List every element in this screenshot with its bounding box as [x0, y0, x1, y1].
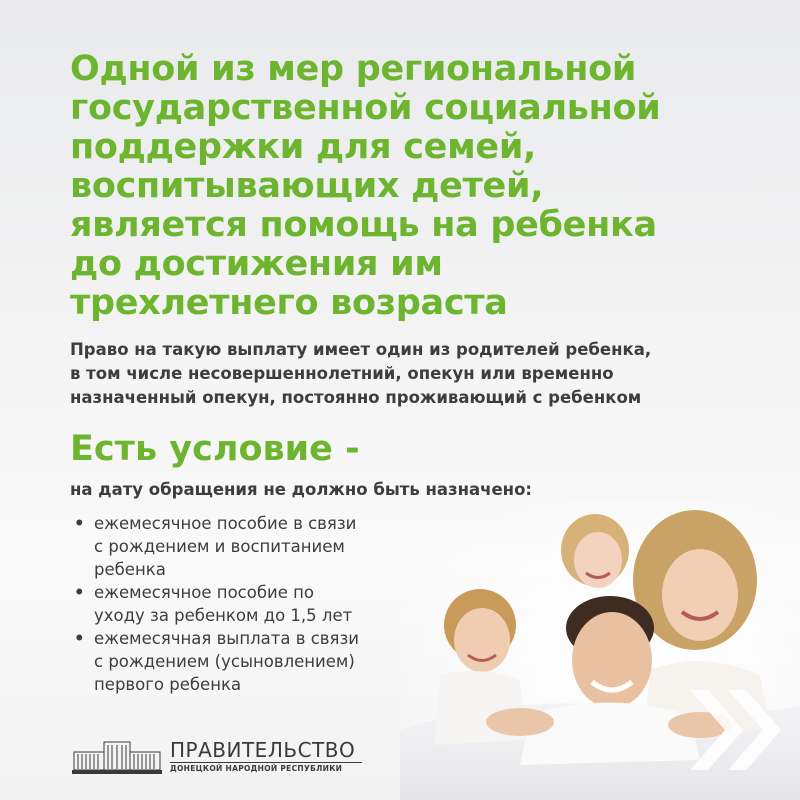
intro-line: в том числе несовершеннолетний, опекун или временно [70, 364, 614, 383]
headline-line: воспитывающих детей, [70, 166, 544, 206]
headline-line: является помощь на ребенка [70, 205, 657, 245]
condition-subtitle: на дату обращения не должно быть назначено: [70, 480, 533, 499]
headline-line: поддержки для семей, [70, 127, 537, 167]
government-logo [72, 740, 362, 774]
headline-line: государственной социальной [70, 88, 661, 128]
headline-line: до достижения им [70, 244, 443, 284]
condition-item [70, 581, 450, 627]
intro-paragraph [70, 338, 770, 410]
chevron-right-icon [680, 680, 800, 780]
logo-name: ПРАВИТЕЛЬСТВО [170, 738, 356, 762]
bullet-marker: • [74, 629, 85, 648]
bullet-marker: • [74, 514, 85, 533]
bullet-marker: • [74, 583, 85, 602]
condition-list [70, 512, 450, 696]
headline-line: Одной из мер региональной [70, 49, 637, 89]
condition-item-line: ежемесячное пособие по [94, 583, 315, 602]
headline [70, 50, 750, 323]
building-icon [72, 740, 162, 774]
condition-item [70, 512, 450, 581]
condition-item [70, 627, 450, 696]
intro-line: Право на такую выплату имеет один из родителей ребенка, [70, 340, 652, 359]
condition-item-line: первого ребенка [94, 675, 242, 694]
condition-item-line: ежемесячное пособие в связи [94, 514, 357, 533]
condition-item-line: с рождением (усыновлением) [94, 652, 355, 671]
headline-line: трехлетнего возраста [70, 283, 508, 323]
logo-subtitle: ДОНЕЦКОЙ НАРОДНОЙ РЕСПУБЛИКИ [170, 764, 343, 773]
condition-item-line: ежемесячная выплата в связи [94, 629, 359, 648]
intro-line: назначенный опекун, постоянно проживающий с ребенком [70, 388, 642, 407]
condition-item-line: ребенка [94, 560, 166, 579]
condition-item-line: уходу за ребенком до 1,5 лет [94, 606, 353, 625]
condition-title: Есть условие - [70, 429, 360, 469]
logo-divider [170, 762, 362, 763]
condition-item-line: с рождением и воспитанием [94, 537, 345, 556]
